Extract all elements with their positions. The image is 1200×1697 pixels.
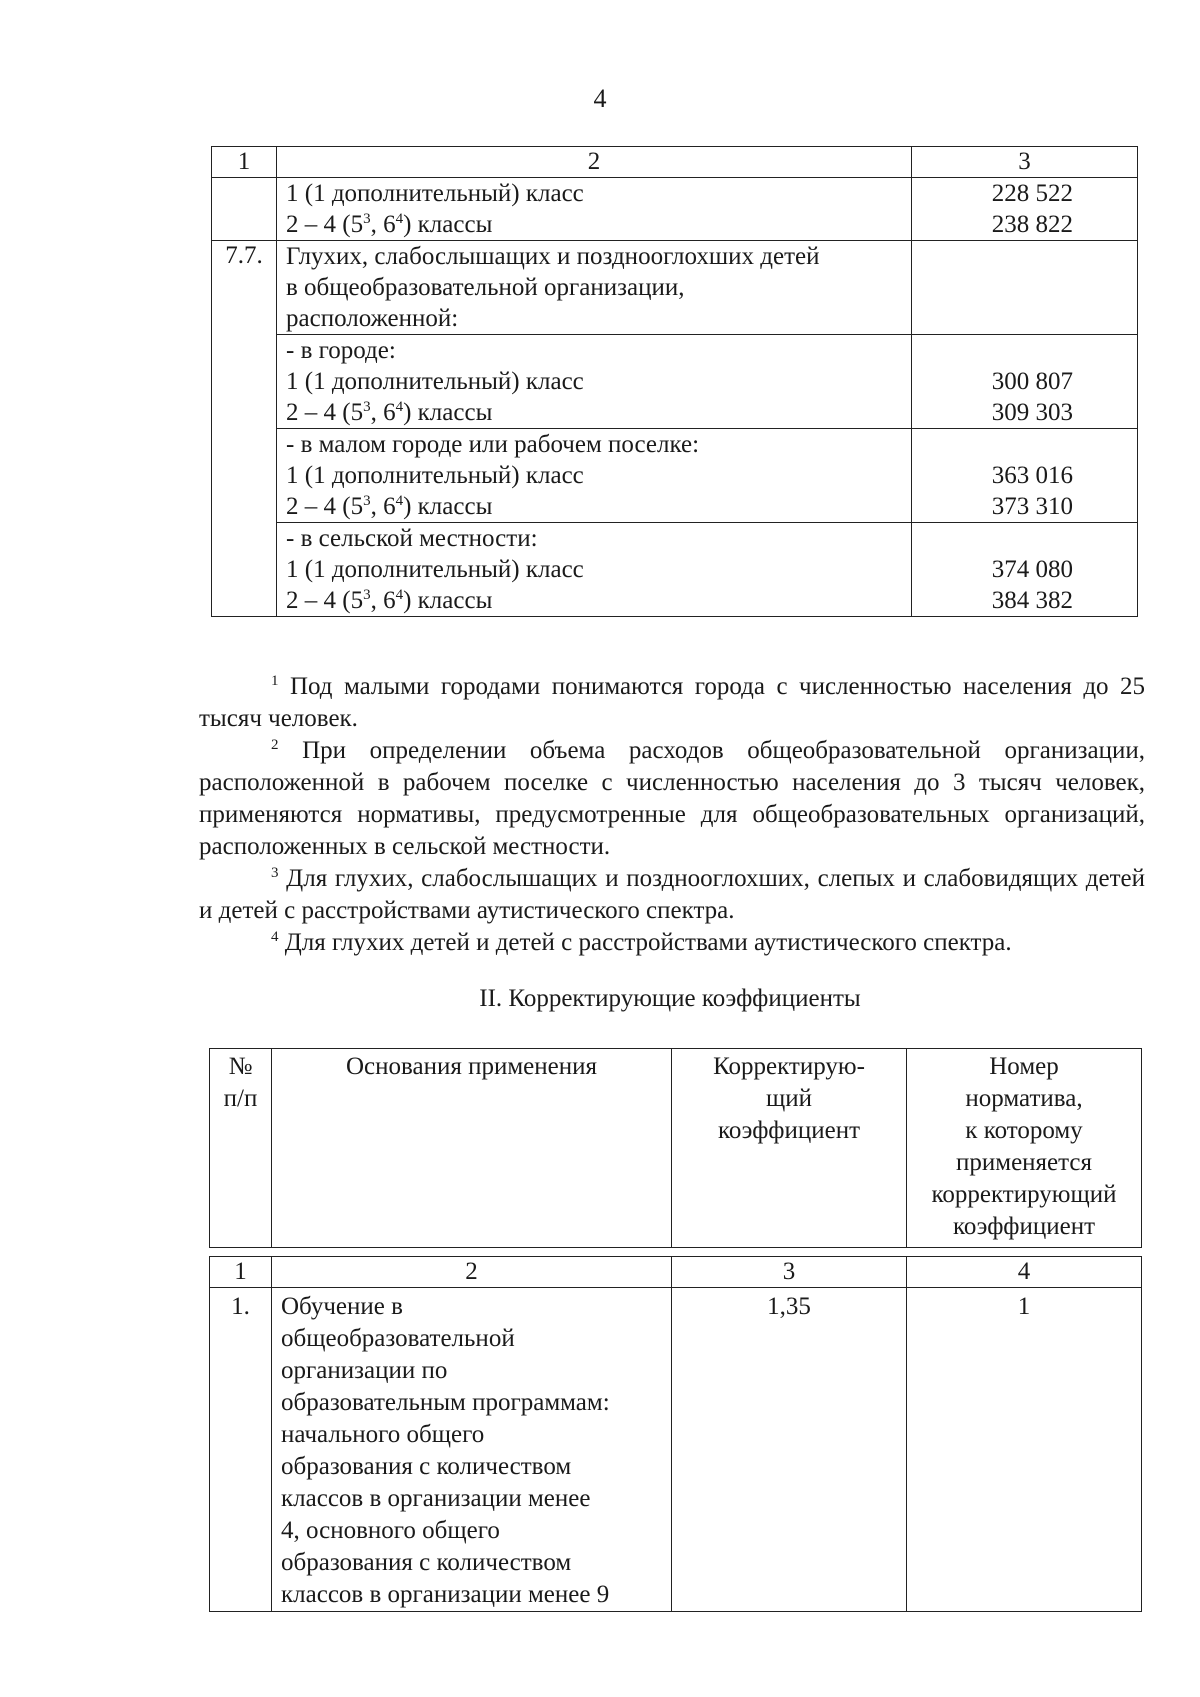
class-line: 1 (1 дополнительный) класс — [286, 180, 584, 207]
page-number: 4 — [593, 84, 607, 113]
column-number-row — [212, 147, 1138, 178]
row-norm-number: 1 — [907, 1288, 1142, 1612]
item-title: Глухих, слабослышащих и позднооглохших детей в общеобразовательной организации, расположенной: — [277, 241, 912, 335]
column-number: 1 — [210, 1257, 272, 1288]
norm-values — [912, 523, 1138, 617]
row-index: 1. — [210, 1288, 272, 1612]
item-index: 7.7. — [212, 241, 277, 617]
column-number: 4 — [907, 1257, 1142, 1288]
norms-table-continued — [211, 146, 1138, 617]
group-small-town: - в малом городе или рабочем поселке: 1 (1 дополнительный) класс 2 – 4 ($5^3$, $6^4$) классы — [277, 429, 912, 523]
norm-value: 228 522 — [991, 180, 1073, 207]
norm-value: 238 822 — [991, 211, 1073, 238]
norm-values — [912, 178, 1138, 241]
section-title: II. Корректирующие коэффициенты — [479, 985, 861, 1012]
footnote: $^2$ При определении объема расходов общеобразовательной организации, расположенной в рабочем поселке с численностью населения до 3 тысяч человек, применяются нормативы, предусмотренные для общеобразовательных организаций, расположенных в сельской местности. — [199, 737, 1145, 860]
table-row — [212, 178, 1138, 241]
class-lines — [277, 178, 912, 241]
norm-value: 374 080 — [991, 556, 1073, 583]
row-coefficient: 1,35 — [672, 1288, 907, 1612]
column-number: 2 — [277, 147, 912, 178]
footnote: $^1$ Под малыми городами понимаются города с численностью населения до 25 тысяч человек. — [199, 673, 1145, 732]
table-header — [210, 1049, 1142, 1248]
group-rural: - в сельской местности: 1 (1 дополнительный) класс 2 – 4 ($5^3$, $6^4$) классы — [277, 523, 912, 617]
table-row — [212, 429, 1138, 523]
footnotes — [199, 671, 1145, 959]
norm-value: 300 807 — [991, 368, 1073, 395]
norm-value: 373 310 — [991, 493, 1073, 520]
norm-value: 363 016 — [991, 462, 1073, 489]
column-number: 3 — [912, 147, 1138, 178]
class-line: 2 – 4 ($5^3$, $6^4$) классы — [286, 211, 493, 238]
table-row — [212, 335, 1138, 429]
column-number: 1 — [212, 147, 277, 178]
header-norm-number: Номер норматива, к которому применяется корректирующий коэффициент — [907, 1049, 1142, 1248]
header-coefficient: Корректирую- щий коэффициент — [672, 1049, 907, 1248]
norm-values — [912, 429, 1138, 523]
header-basis: Основания применения — [272, 1049, 672, 1248]
norm-values — [912, 335, 1138, 429]
group-city: - в городе: 1 (1 дополнительный) класс 2 – 4 ($5^3$, $6^4$) классы — [277, 335, 912, 429]
footnote: $^3$ Для глухих, слабослышащих и позднооглохших, слепых и слабовидящих детей и детей с расстройствами аутистического спектра. — [199, 865, 1145, 924]
norm-value: 309 303 — [991, 399, 1073, 426]
table-row — [212, 241, 1138, 335]
table-row — [212, 523, 1138, 617]
norm-value: 384 382 — [991, 587, 1073, 614]
column-number: 3 — [672, 1257, 907, 1288]
coefficients-table — [209, 1048, 1142, 1612]
column-number-row — [210, 1257, 1142, 1288]
row-basis: Обучение в общеобразовательной организации по образовательным программам: начального общего образования с количеством классов в организации менее 4, основного общего образования с количеством классов в организации менее 9 — [272, 1288, 672, 1612]
header-number: № п/п — [210, 1049, 272, 1248]
footnote: $^4$ Для глухих детей и детей с расстройствами аутистического спектра. — [271, 929, 1012, 956]
table-row — [210, 1288, 1142, 1612]
column-number: 2 — [272, 1257, 672, 1288]
